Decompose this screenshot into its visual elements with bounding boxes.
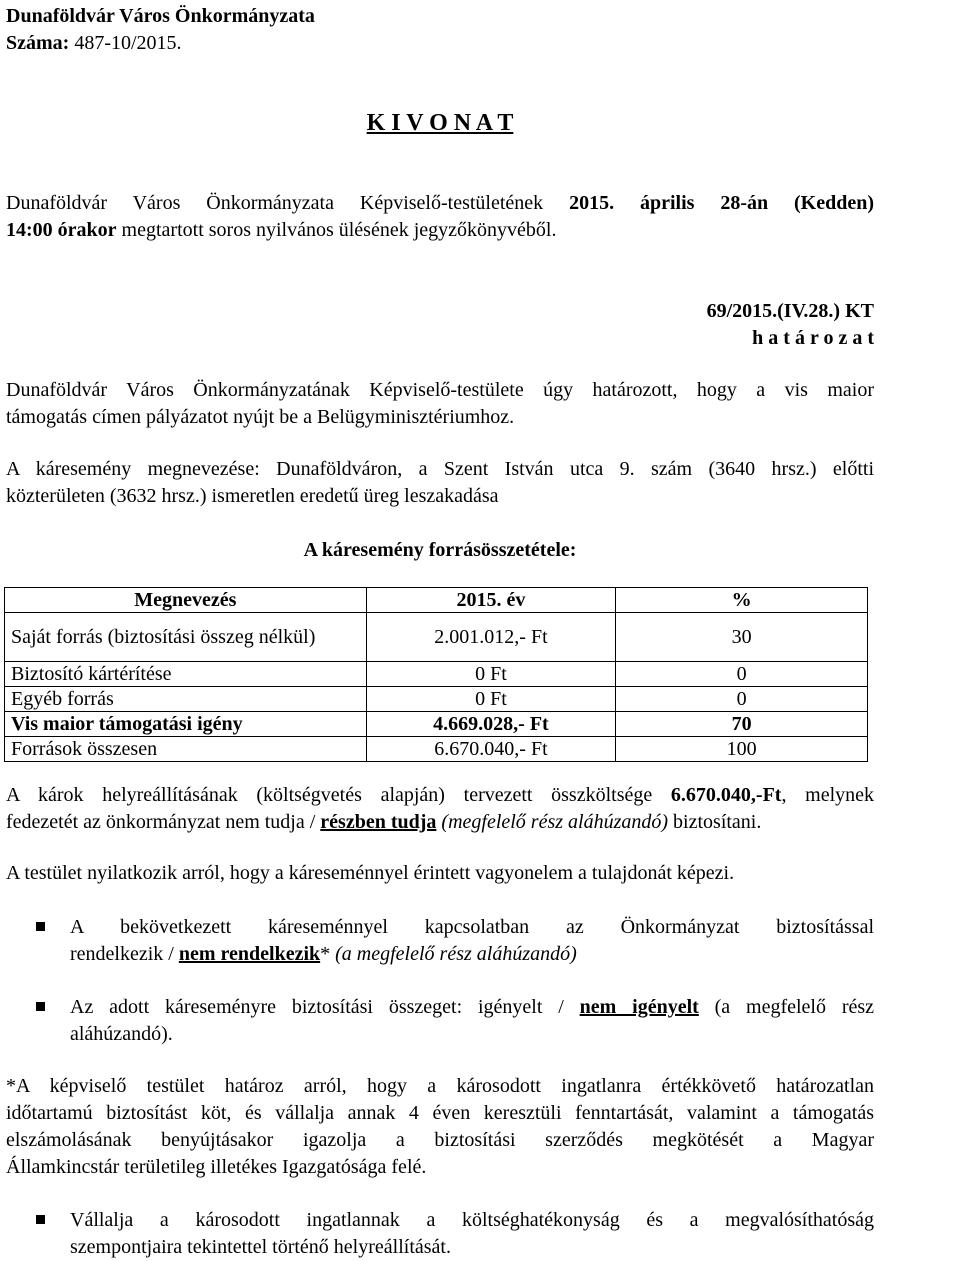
row-name: Források összesen <box>5 737 367 762</box>
number-value: 487-10/2015. <box>74 32 182 54</box>
cover-text: fedezetét az önkormányzat nem tudja / <box>6 811 316 833</box>
row-amount: 6.670.040,- Ft <box>366 737 616 762</box>
document-number <box>6 30 874 57</box>
para3-line-1 <box>6 782 874 809</box>
table-title: A káresemény forrásösszetétele: <box>303 539 577 561</box>
row-percent: 30 <box>616 613 868 662</box>
cost-amount: 6.670.040,-Ft <box>670 784 782 806</box>
row-name: Biztosító kártérítése <box>5 662 367 687</box>
para1-line-2: támogatás címen pályázatot nyújt be a Belügyminisztériumhoz. <box>6 406 515 428</box>
row-amount: 0 Ft <box>366 687 616 712</box>
para3-line-2 <box>6 809 874 836</box>
bullet1-line-1: A bekövetkezett káreseménnyel kapcsolatban az Önkormányzat biztosítással <box>70 916 874 938</box>
claim-selected-option: nem igényelt <box>579 996 699 1018</box>
table-header-row <box>5 588 868 613</box>
row-name: Saját forrás (biztosítási összeg nélkül) <box>5 613 367 662</box>
funding-table <box>4 587 868 762</box>
bullet-item-insurance <box>36 914 874 968</box>
cover-post: biztosítani. <box>673 811 762 833</box>
table-row <box>5 712 868 737</box>
row-percent: 100 <box>616 737 868 762</box>
row-percent: 0 <box>616 687 868 712</box>
header-cell: Megnevezés <box>5 588 367 613</box>
insurance-note: (a megfelelő rész aláhúzandó) <box>335 943 577 965</box>
bullet1-line-2 <box>70 941 874 968</box>
intro-rest: megtartott soros nyilvános ülésének jegyzőkönyvéből. <box>121 219 557 241</box>
square-bullet-icon <box>36 1002 45 1011</box>
row-amount: 4.669.028,- Ft <box>366 712 616 737</box>
table-row <box>5 613 868 662</box>
row-percent: 70 <box>616 712 868 737</box>
resolution-id: 69/2015.(IV.28.) <box>706 300 841 322</box>
bullet3-line-2: szempontjaira tekintettel történő helyreállítását. <box>70 1236 451 1258</box>
row-name: Vis maior támogatási igény <box>5 712 367 737</box>
resolution-number <box>6 298 874 325</box>
para2-line-2: közterületen (3632 hrsz.) ismeretlen eredetű üreg leszakadása <box>6 485 499 507</box>
org-name: Dunaföldvár Város Önkormányzata <box>6 5 315 27</box>
bullet-item-restoration <box>36 1207 874 1261</box>
para4: A testület nyilatkozik arról, hogy a káreseménnyel érintett vagyonelem a tulajdonát képezi. <box>6 862 735 884</box>
cover-note: (megfelelő rész aláhúzandó) <box>441 811 669 833</box>
bullet-item-claim <box>36 994 874 1048</box>
intro-line-1 <box>6 190 874 217</box>
header-cell: 2015. év <box>366 588 616 613</box>
resolution-suffix: KT <box>845 300 874 322</box>
intro-line-2 <box>6 217 874 244</box>
cover-selected-option: részben tudja <box>320 811 437 833</box>
bullet3-line-1: Vállalja a károsodott ingatlannak a költséghatékonyság és a megvalósíthatóság <box>70 1209 874 1231</box>
para5-line-4: Államkincstár területileg illetékes Igazgatósága felé. <box>6 1156 427 1178</box>
table-row <box>5 662 868 687</box>
row-amount: 2.001.012,- Ft <box>366 613 616 662</box>
asterisk: * <box>320 943 331 965</box>
table-row <box>5 737 868 762</box>
document-title: K I V O N A T <box>366 110 514 136</box>
cost-text: A károk helyreállításának (költségvetés alapján) tervezett összköltsége <box>6 784 653 806</box>
row-amount: 0 Ft <box>366 662 616 687</box>
table-row <box>5 687 868 712</box>
intro-time: 14:00 órakor <box>6 219 117 241</box>
para5-line-3: elszámolásának benyújtásakor igazolja a biztosítási szerződés megkötését a Magyar <box>6 1129 874 1151</box>
para5-line-1: *A képviselő testület határoz arról, hogy a károsodott ingatlanra értékkövető határozatlan <box>6 1075 874 1097</box>
number-label: Száma: <box>6 32 70 54</box>
insurance-text: rendelkezik / <box>70 943 174 965</box>
row-percent: 0 <box>616 662 868 687</box>
row-name: Egyéb forrás <box>5 687 367 712</box>
para1-line-1: Dunaföldvár Város Önkormányzatának Képviselő-testülete úgy határozott, hogy a vis maior <box>6 379 874 401</box>
intro-text: Dunaföldvár Város Önkormányzata Képviselő-testületének <box>6 192 544 214</box>
header-cell: % <box>616 588 868 613</box>
para2-line-1: A káresemény megnevezése: Dunaföldváron, a Szent István utca 9. szám (3640 hrsz.) előtti <box>6 458 874 480</box>
insurance-selected-option: nem rendelkezik <box>178 943 321 965</box>
claim-text: Az adott káreseményre biztosítási összeget: igényelt / <box>70 996 564 1018</box>
square-bullet-icon <box>36 922 45 931</box>
cost-post: , melynek <box>781 784 875 806</box>
square-bullet-icon <box>36 1215 45 1224</box>
para5-line-2: időtartamú biztosítást köt, és vállalja annak 4 éven keresztüli fenntartását, valamint a támogatás <box>6 1102 874 1124</box>
bullet2-line-2: aláhúzandó). <box>70 1023 173 1045</box>
bullet2-line-1 <box>70 994 874 1021</box>
intro-date: 2015. április 28-án (Kedden) <box>569 192 874 214</box>
resolution-label: h a t á r o z a t <box>752 327 874 349</box>
claim-note: (a megfelelő rész <box>714 996 875 1018</box>
